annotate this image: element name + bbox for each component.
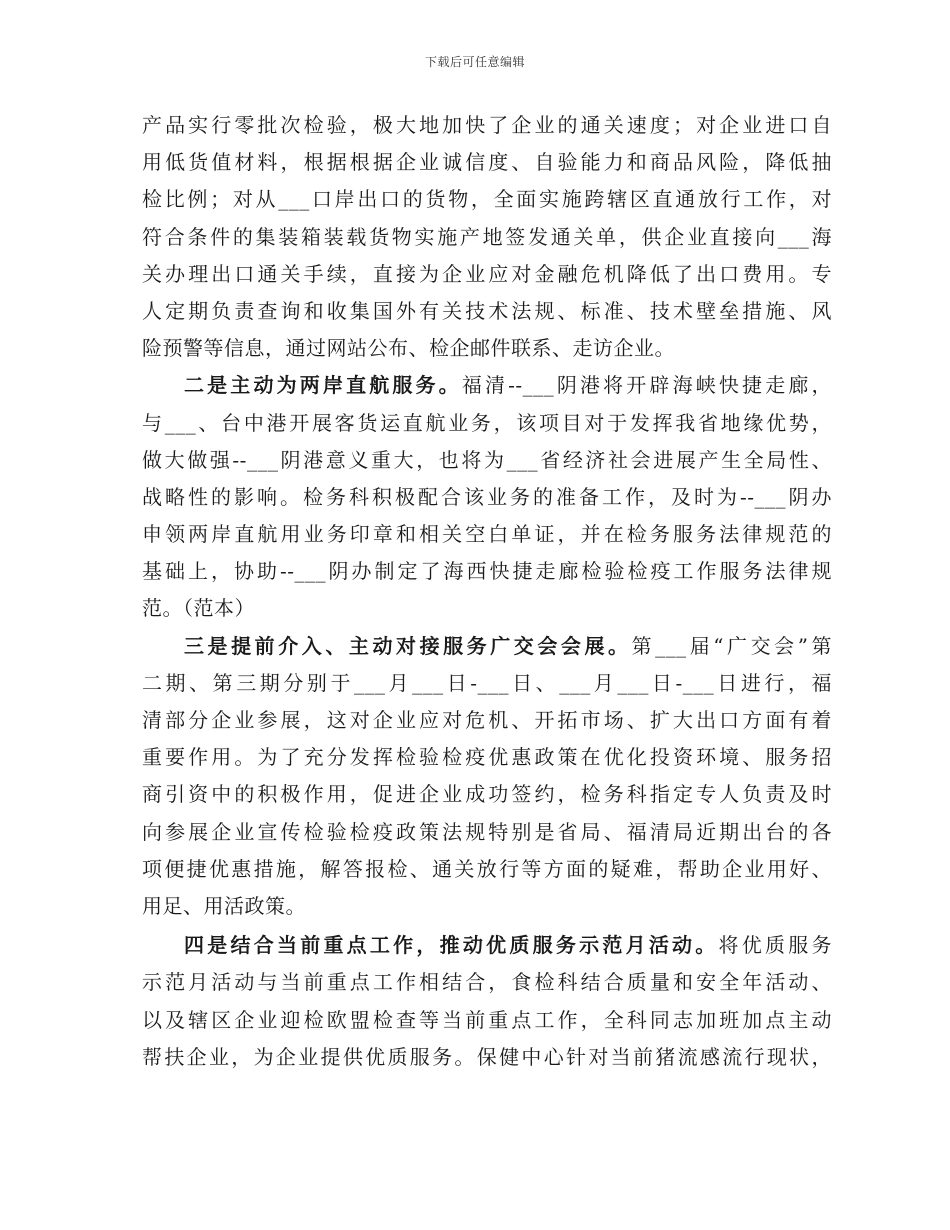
- text-run: 福清--___阴港将开辟海峡快捷走廊，: [461, 373, 833, 398]
- text-line: [142, 367, 832, 404]
- paragraph-heading: 四是结合当前重点工作，推动优质服务示范月活动。: [184, 933, 719, 958]
- text-line: 帮扶企业，为企业提供优质服务。保健中心针对当前猪流感流行现状，: [142, 1044, 832, 1069]
- text-line: 符合条件的集装箱装载货物实施产地签发通关单，供企业直接向___海: [142, 224, 832, 249]
- text-line: 险预警等信息，通过网站公布、检企邮件联系、走访企业。: [142, 336, 675, 361]
- text-line: 用低货值材料，根据根据企业诚信度、自验能力和商品风险，降低抽: [142, 150, 832, 175]
- text-line: 人定期负责查询和收集国外有关技术法规、标准、技术壁垒措施、风: [142, 298, 832, 323]
- text-line: 示范月活动与当前重点工作相结合，食检科结合质量和安全年活动、: [142, 970, 832, 995]
- text-line: 二期、第三期分别于___月___日-___日、___月___日-___日进行，福: [142, 670, 832, 695]
- text-line: 申领两岸直航用业务印章和相关空白单证，并在检务服务法律规范的: [142, 522, 832, 547]
- text-run: 第___届“广交会”第: [631, 633, 833, 658]
- text-line: 商引资中的积极作用，促进企业成功签约，检务科指定专人负责及时: [142, 782, 832, 807]
- paragraph-heading: 三是提前介入、主动对接服务广交会会展。: [184, 633, 632, 658]
- page-header: 下载后可任意编辑: [424, 55, 525, 69]
- text-line: 检比例；对从___口岸出口的货物，全面实施跨辖区直通放行工作，对: [142, 187, 832, 212]
- paragraph-3: [142, 628, 832, 926]
- paragraph-4: [142, 927, 832, 1076]
- text-line: 关办理出口通关手续，直接为企业应对金融危机降低了出口费用。专: [142, 261, 832, 286]
- text-line: 重要作用。为了充分发挥检验检疫优惠政策在优化投资环境、服务招: [142, 745, 832, 770]
- text-line: 与___、台中港开展客货运直航业务，该项目对于发挥我省地缘优势，: [142, 410, 832, 435]
- text-line: 用足、用活政策。: [142, 893, 306, 918]
- paragraph-heading: 二是主动为两岸直航服务。: [184, 373, 462, 398]
- text-line: 清部分企业参展，这对企业应对危机、开拓市场、扩大出口方面有着: [142, 708, 832, 732]
- paragraph-1: [142, 107, 832, 367]
- text-run: 将优质服务: [718, 933, 833, 958]
- text-line: 向参展企业宣传检验检疫政策法规特别是省局、福清局近期出台的各: [142, 819, 832, 844]
- text-line: [142, 628, 832, 665]
- text-line: 战略性的影响。检务科积极配合该业务的准备工作，及时为--___阴办: [142, 484, 832, 509]
- text-line: 范。（范本）: [142, 596, 255, 621]
- text-line: [142, 927, 832, 964]
- text-line: 以及辖区企业迎检欧盟检查等当前重点工作，全科同志加班加点主动: [142, 1007, 832, 1032]
- text-line: 做大做强--___阴港意义重大，也将为___省经济社会进展产生全局性、: [142, 447, 832, 472]
- document-body: [142, 107, 832, 1076]
- paragraph-2: [142, 367, 832, 627]
- text-line: 基础上，协助--___阴办制定了海西快捷走廊检验检疫工作服务法律规: [142, 559, 832, 584]
- text-line: 产品实行零批次检验，极大地加快了企业的通关速度；对企业进口自: [142, 113, 832, 137]
- text-line: 项便捷优惠措施，解答报检、通关放行等方面的疑难，帮助企业用好、: [142, 856, 832, 881]
